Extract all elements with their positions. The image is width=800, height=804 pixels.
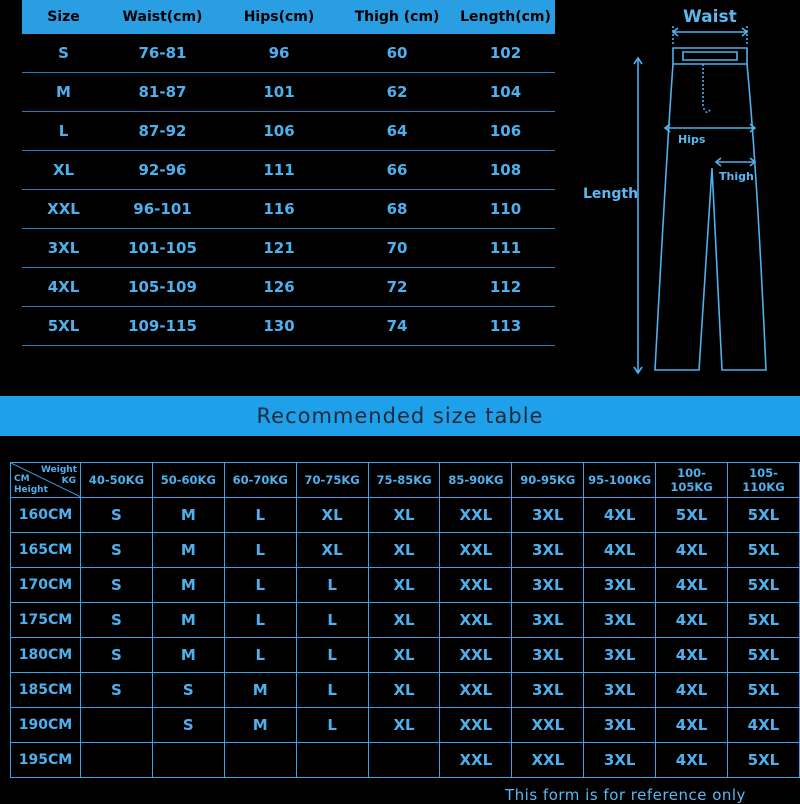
size-cell: 4XL (656, 638, 728, 673)
size-chart-cell: 106 (220, 112, 338, 151)
diagram-thigh-label: Thigh (719, 170, 754, 183)
recommended-row (11, 568, 800, 603)
size-chart-cell: 104 (456, 73, 555, 112)
size-chart-cell: 116 (220, 190, 338, 229)
size-cell (224, 743, 296, 778)
size-cell: XL (368, 673, 440, 708)
size-chart-cell: 64 (338, 112, 456, 151)
size-cell: XL (368, 568, 440, 603)
size-chart-row (22, 151, 555, 190)
size-cell: 4XL (656, 568, 728, 603)
size-cell: 3XL (584, 708, 656, 743)
size-chart-cell: 106 (456, 112, 555, 151)
recommended-row (11, 708, 800, 743)
size-chart-header: Length(cm) (456, 0, 555, 34)
size-cell: XL (368, 708, 440, 743)
size-chart-cell: M (22, 73, 105, 112)
size-cell: XL (296, 498, 368, 533)
size-chart-cell: 4XL (22, 268, 105, 307)
size-chart-cell: 96-101 (105, 190, 220, 229)
size-chart-header-row (22, 0, 555, 34)
size-cell: 3XL (512, 638, 584, 673)
size-cell: 5XL (728, 603, 800, 638)
size-chart-cell: 110 (456, 190, 555, 229)
size-chart-cell: 60 (338, 34, 456, 73)
weight-header: 100-105KG (656, 463, 728, 498)
size-chart-cell: 109-115 (105, 307, 220, 346)
size-chart-cell: XXL (22, 190, 105, 229)
size-chart-cell: 101-105 (105, 229, 220, 268)
size-cell: 4XL (584, 533, 656, 568)
size-chart-cell: 113 (456, 307, 555, 346)
size-chart-cell: 74 (338, 307, 456, 346)
size-cell: L (224, 498, 296, 533)
size-cell: 3XL (584, 638, 656, 673)
size-chart-cell: 126 (220, 268, 338, 307)
size-cell: 3XL (584, 743, 656, 778)
size-cell: XL (368, 603, 440, 638)
size-chart-header: Hips(cm) (220, 0, 338, 34)
size-cell: S (81, 568, 153, 603)
size-cell: 4XL (728, 708, 800, 743)
size-chart-cell: 96 (220, 34, 338, 73)
size-cell: XXL (440, 533, 512, 568)
recommended-row (11, 603, 800, 638)
size-chart-cell: 76-81 (105, 34, 220, 73)
size-cell: XXL (440, 708, 512, 743)
size-cell: XXL (440, 673, 512, 708)
weight-header: 60-70KG (224, 463, 296, 498)
size-cell: 5XL (728, 638, 800, 673)
size-cell: M (224, 708, 296, 743)
size-chart-cell: 70 (338, 229, 456, 268)
size-chart-cell: L (22, 112, 105, 151)
recommended-size-banner: Recommended size table (0, 396, 800, 436)
size-chart-row (22, 34, 555, 73)
weight-header: 40-50KG (81, 463, 153, 498)
size-cell: XXL (440, 568, 512, 603)
size-chart-row (22, 190, 555, 229)
diagram-waist-label: Waist (683, 7, 737, 27)
size-cell: L (224, 638, 296, 673)
height-cell: 185CM (11, 673, 81, 708)
size-cell: S (81, 673, 153, 708)
size-cell: S (81, 498, 153, 533)
size-chart-cell: 112 (456, 268, 555, 307)
size-cell: L (296, 568, 368, 603)
size-cell: 3XL (512, 673, 584, 708)
size-cell: XL (368, 533, 440, 568)
height-cell: 160CM (11, 498, 81, 533)
corner-kg-label: KG (61, 476, 76, 486)
recommended-header-row (11, 463, 800, 498)
size-chart-cell: 5XL (22, 307, 105, 346)
weight-header: 75-85KG (368, 463, 440, 498)
size-cell: M (152, 603, 224, 638)
size-cell: M (152, 568, 224, 603)
size-cell: 4XL (656, 533, 728, 568)
size-cell: L (224, 533, 296, 568)
size-cell: 5XL (728, 533, 800, 568)
size-chart-table (22, 0, 555, 346)
corner-weight-label: Weight (41, 465, 77, 475)
size-chart-cell: 130 (220, 307, 338, 346)
size-cell: XXL (512, 708, 584, 743)
size-cell: L (224, 603, 296, 638)
size-chart-cell: 92-96 (105, 151, 220, 190)
size-cell: 3XL (512, 603, 584, 638)
reference-footnote: This form is for reference only (505, 786, 746, 804)
size-cell: 5XL (728, 743, 800, 778)
recommended-row (11, 498, 800, 533)
diagram-length-label: Length (583, 186, 639, 202)
size-cell: 4XL (656, 743, 728, 778)
recommended-row (11, 638, 800, 673)
size-cell: XL (368, 638, 440, 673)
size-cell: 4XL (584, 498, 656, 533)
size-cell: 5XL (656, 498, 728, 533)
size-chart-row (22, 268, 555, 307)
size-cell: S (81, 533, 153, 568)
size-chart-cell: 68 (338, 190, 456, 229)
size-cell: 5XL (728, 568, 800, 603)
height-cell: 165CM (11, 533, 81, 568)
weight-header: 50-60KG (152, 463, 224, 498)
size-chart-cell: S (22, 34, 105, 73)
size-cell (152, 743, 224, 778)
size-cell: L (296, 638, 368, 673)
size-chart-cell: XL (22, 151, 105, 190)
size-cell: 3XL (584, 673, 656, 708)
size-chart-row (22, 229, 555, 268)
size-cell (81, 743, 153, 778)
size-chart-body (22, 34, 555, 346)
size-chart-row (22, 112, 555, 151)
recommended-size-table (10, 462, 800, 778)
size-cell: XXL (440, 603, 512, 638)
size-chart-cell: 111 (456, 229, 555, 268)
corner-cm-label: CM (14, 474, 30, 484)
size-cell: S (152, 673, 224, 708)
size-chart-cell: 105-109 (105, 268, 220, 307)
height-cell: 170CM (11, 568, 81, 603)
size-cell: 3XL (512, 498, 584, 533)
height-weight-corner (11, 463, 81, 498)
weight-header: 90-95KG (512, 463, 584, 498)
size-cell: XL (296, 533, 368, 568)
size-chart-cell: 66 (338, 151, 456, 190)
size-cell: XXL (440, 743, 512, 778)
size-cell: 4XL (656, 603, 728, 638)
size-cell: 3XL (584, 568, 656, 603)
size-cell: 5XL (728, 673, 800, 708)
size-cell: XXL (440, 638, 512, 673)
height-cell: 195CM (11, 743, 81, 778)
recommended-row (11, 673, 800, 708)
size-cell: 3XL (584, 603, 656, 638)
size-cell: 4XL (656, 708, 728, 743)
size-cell: XXL (440, 498, 512, 533)
size-cell: M (152, 638, 224, 673)
size-chart-cell: 121 (220, 229, 338, 268)
recommended-body (11, 498, 800, 778)
size-cell (81, 708, 153, 743)
size-chart-cell: 3XL (22, 229, 105, 268)
recommended-row (11, 743, 800, 778)
size-cell: L (224, 568, 296, 603)
size-chart-cell: 81-87 (105, 73, 220, 112)
size-chart-header: Size (22, 0, 105, 34)
size-chart-header: Waist(cm) (105, 0, 220, 34)
weight-header: 70-75KG (296, 463, 368, 498)
corner-height-label: Height (14, 485, 48, 495)
diagram-hips-label: Hips (678, 133, 706, 146)
size-cell: XXL (512, 743, 584, 778)
size-chart-row (22, 307, 555, 346)
size-chart-cell: 111 (220, 151, 338, 190)
weight-header: 85-90KG (440, 463, 512, 498)
size-chart-header: Thigh (cm) (338, 0, 456, 34)
size-chart-cell: 102 (456, 34, 555, 73)
size-chart-cell: 87-92 (105, 112, 220, 151)
size-chart-row (22, 73, 555, 112)
size-chart-cell: 62 (338, 73, 456, 112)
size-chart-cell: 72 (338, 268, 456, 307)
size-cell: 4XL (656, 673, 728, 708)
size-cell: L (296, 673, 368, 708)
size-chart-cell: 108 (456, 151, 555, 190)
size-cell: 5XL (728, 498, 800, 533)
size-cell: S (81, 603, 153, 638)
height-cell: 190CM (11, 708, 81, 743)
size-cell: XL (368, 498, 440, 533)
size-cell: 3XL (512, 568, 584, 603)
size-cell: S (81, 638, 153, 673)
size-cell: L (296, 708, 368, 743)
size-cell (296, 743, 368, 778)
weight-header: 105-110KG (728, 463, 800, 498)
height-cell: 180CM (11, 638, 81, 673)
size-cell: 3XL (512, 533, 584, 568)
size-chart-cell: 101 (220, 73, 338, 112)
size-cell: L (296, 603, 368, 638)
size-cell (368, 743, 440, 778)
size-cell: M (224, 673, 296, 708)
weight-header: 95-100KG (584, 463, 656, 498)
recommended-row (11, 533, 800, 568)
size-cell: S (152, 708, 224, 743)
height-cell: 175CM (11, 603, 81, 638)
size-cell: M (152, 533, 224, 568)
size-cell: M (152, 498, 224, 533)
